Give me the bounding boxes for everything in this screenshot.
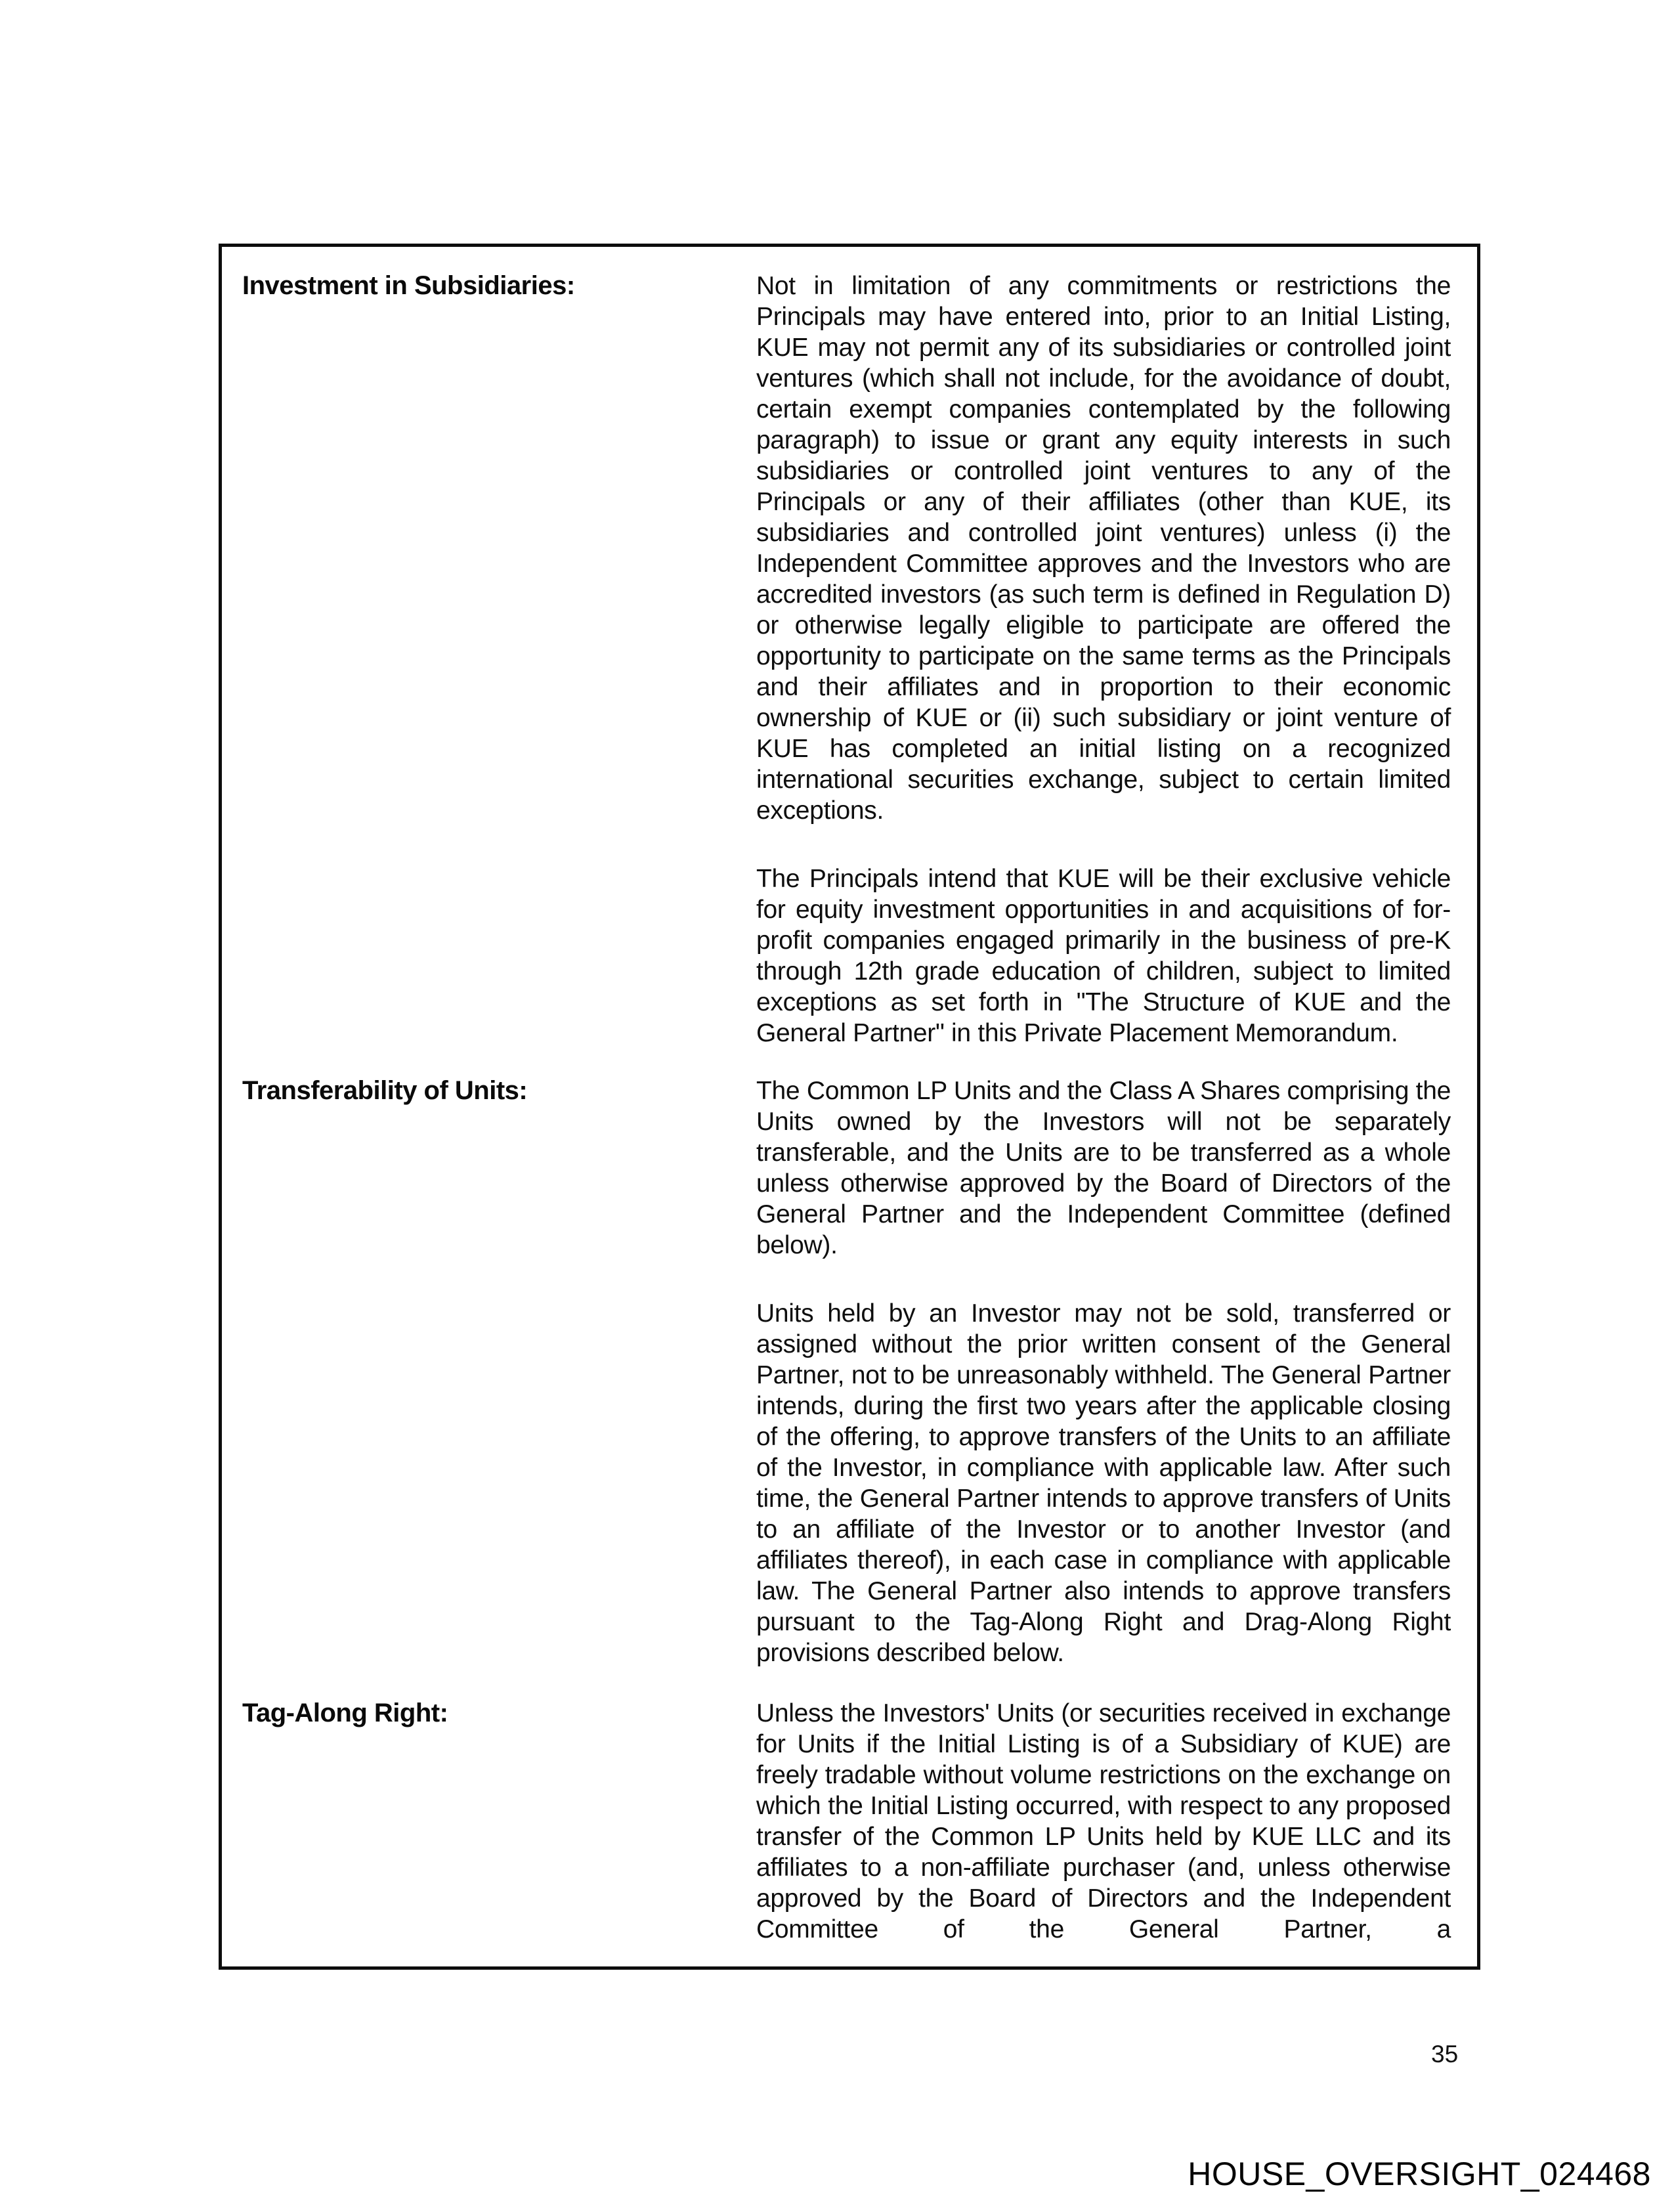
section-label: Investment in Subsidiaries: [242,271,575,300]
section-label: Tag-Along Right: [242,1699,448,1727]
section-body [756,271,1451,1049]
paragraph: The Principals intend that KUE will be their exclusive vehicle for equity investment opportunities in and acquisitions of for-profit companies engaged primarily in the business of pre-K through 12th grade education of children, subject to limited exceptions as set forth in "The Structure of KUE and the General Partner" in this Private Placement Memorandum. [756,865,1451,1047]
section-body [756,1075,1451,1668]
paragraph: Units held by an Investor may not be sold, transferred or assigned without the prior written consent of the General Partner, not to be unreasonably withheld. The General Partner intends, during the first two years after the applicable closing of the offering, to approve transfers of the Units to an affiliate of the Investor, in compliance with applicable law. After such time, the General Partner intends to approve transfers of Units to an affiliate of the Investor or to another Investor (and affiliates thereof), in each case in compliance with applicable law. The General Partner also intends to approve transfers pursuant to the Tag-Along Right and Drag-Along Right provisions described below. [756,1299,1451,1667]
section-label: Transferability of Units: [242,1076,528,1105]
paragraph: The Common LP Units and the Class A Shares comprising the Units owned by the Investors will not be separately transferable, and the Units are to be transferred as a whole unless otherwise approved by the Board of Directors of the General Partner and the Independent Committee (defined below). [756,1077,1451,1259]
bates-number: HOUSE_OVERSIGHT_024468 [1188,2156,1651,2192]
section-body [756,1698,1451,1945]
paragraph: Unless the Investors' Units (or securities received in exchange for Units if the Initial Listing is of a Subsidiary of KUE) are freely tradable without volume restrictions on the exchange on which the Initial Listing occurred, with respect to any proposed transfer of the Common LP Units held by KUE LLC and its affiliates to a non-affiliate purchaser (and, unless otherwise approved by the Board of Directors and the Independent Committee of the General Partner, a [756,1699,1451,1943]
content-border [219,244,1480,1970]
paragraph: Not in limitation of any commitments or restrictions the Principals may have entered into, prior to an Initial Listing, KUE may not permit any of its subsidiaries or controlled joint ventures (which shall not include, for the avoidance of doubt, certain exempt companies contemplated by the following paragraph) to issue or grant any equity interests in such subsidiaries or controlled joint ventures to any of the Principals or any of their affiliates (other than KUE, its subsidiaries and controlled joint ventures) unless (i) the Independent Committee approves and the Investors who are accredited investors (as such term is defined in Regulation D) or otherwise legally eligible to participate are offered the opportunity to participate on the same terms as the Principals and their affiliates and in proportion to their economic ownership of KUE or (ii) such subsidiary or joint venture of KUE has completed an initial listing on a recognized international securities exchange, subject to certain limited exceptions. [756,272,1451,825]
page-number: 35 [1431,2041,1459,2068]
